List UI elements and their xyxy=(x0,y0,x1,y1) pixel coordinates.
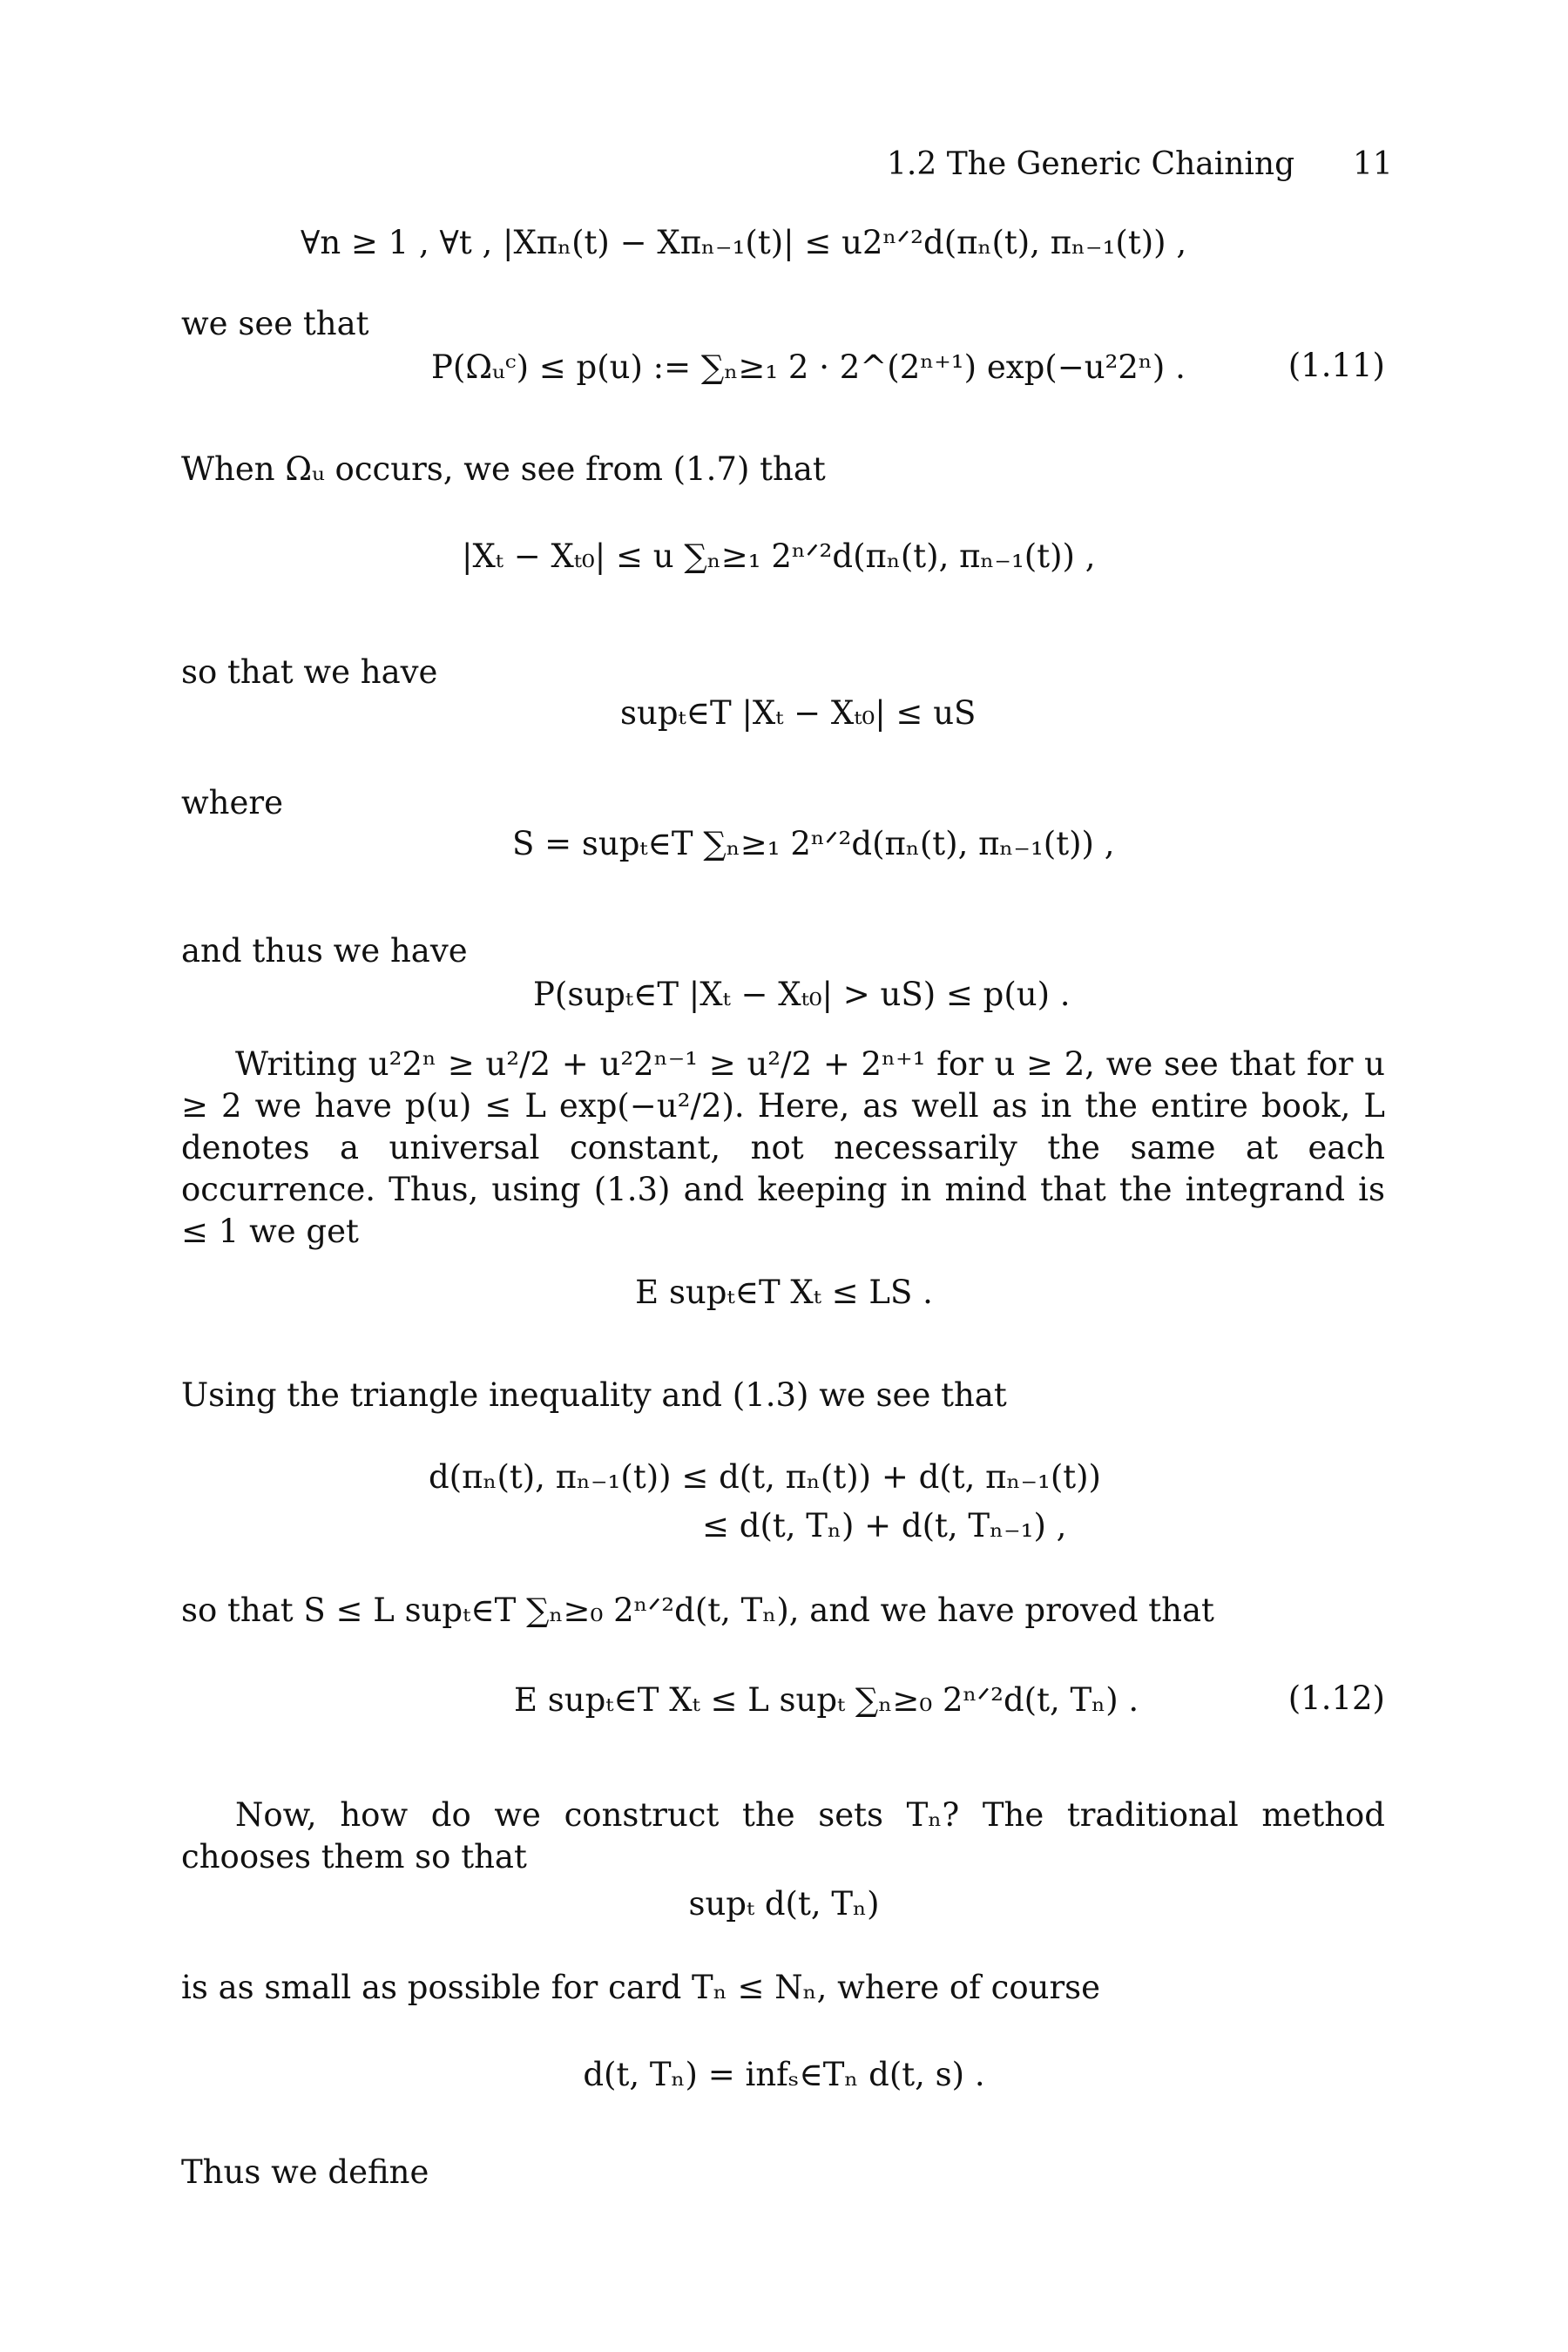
equation-S-definition: S = supₜ∈T ∑ₙ≥₁ 2ⁿᐟ²d(πₙ(t), πₙ₋₁(t)) , xyxy=(512,825,1115,862)
equation-1-11: P(Ωᵤᶜ) ≤ p(u) := ∑ₙ≥₁ 2 · 2^(2ⁿ⁺¹) exp(−u²2ⁿ) . xyxy=(431,348,1186,386)
text-line: Thus we define xyxy=(181,2153,429,2191)
running-header: 1.2 The Generic Chaining xyxy=(887,146,1295,182)
equation-triangle-line-2: ≤ d(t, Tₙ) + d(t, Tₙ₋₁) , xyxy=(702,1507,1067,1544)
paragraph-writing: Writing u²2ⁿ ≥ u²/2 + u²2ⁿ⁻¹ ≥ u²/2 + 2ⁿ⁺¹ for u ≥ 2, we see that for u ≥ 2 we have p(u) ≤ L exp(−u²/2). Here, as well as in the entire book, L denotes a universal constant, not necessarily the same at each occurrence. Thus, using (1.3) and keeping in mind that the integrand is ≤ 1 we get xyxy=(181,1045,1385,1250)
paragraph-now: Now, how do we construct the sets Tₙ? The traditional method chooses them so that xyxy=(181,1796,1385,1876)
equation-1-12: E supₜ∈T Xₜ ≤ L supₜ ∑ₙ≥₀ 2ⁿᐟ²d(t, Tₙ) . xyxy=(514,1681,1139,1719)
text-line: so that S ≤ L supₜ∈T ∑ₙ≥₀ 2ⁿᐟ²d(t, Tₙ), and we have proved that xyxy=(181,1592,1214,1629)
equation-sup-distance: supₜ d(t, Tₙ) xyxy=(688,1885,880,1923)
text-line: is as small as possible for card Tₙ ≤ Nₙ, where of course xyxy=(181,1969,1101,2006)
text-line: where xyxy=(181,784,283,821)
equation-inf-distance: d(t, Tₙ) = infₛ∈Tₙ d(t, s) . xyxy=(583,2056,985,2093)
equation-triangle-line-1: d(πₙ(t), πₙ₋₁(t)) ≤ d(t, πₙ(t)) + d(t, πₙ₋₁(t)) xyxy=(429,1458,1101,1496)
equation-number-1-11: (1.11) xyxy=(1288,347,1385,384)
text-line: Using the triangle inequality and (1.3) we see that xyxy=(181,1376,1007,1414)
page-number: 11 xyxy=(1353,146,1393,182)
equation-probability-bound: P(supₜ∈T |Xₜ − Xₜ₀| > uS) ≤ p(u) . xyxy=(533,976,1071,1013)
text-line: so that we have xyxy=(181,653,438,691)
text-line: we see that xyxy=(181,305,369,342)
equation-expectation-LS: E supₜ∈T Xₜ ≤ LS . xyxy=(635,1274,933,1311)
equation-chaining-condition: ∀n ≥ 1 , ∀t , |Xπₙ(t) − Xπₙ₋₁(t)| ≤ u2ⁿᐟ²d(πₙ(t), πₙ₋₁(t)) , xyxy=(301,224,1187,261)
equation-sup-bound: supₜ∈T |Xₜ − Xₜ₀| ≤ uS xyxy=(620,694,977,732)
equation-number-1-12: (1.12) xyxy=(1288,1680,1385,1717)
text-line: When Ωᵤ occurs, we see from (1.7) that xyxy=(181,450,826,488)
text-line: and thus we have xyxy=(181,932,468,970)
equation-increment-bound: |Xₜ − Xₜ₀| ≤ u ∑ₙ≥₁ 2ⁿᐟ²d(πₙ(t), πₙ₋₁(t)) , xyxy=(462,537,1096,575)
